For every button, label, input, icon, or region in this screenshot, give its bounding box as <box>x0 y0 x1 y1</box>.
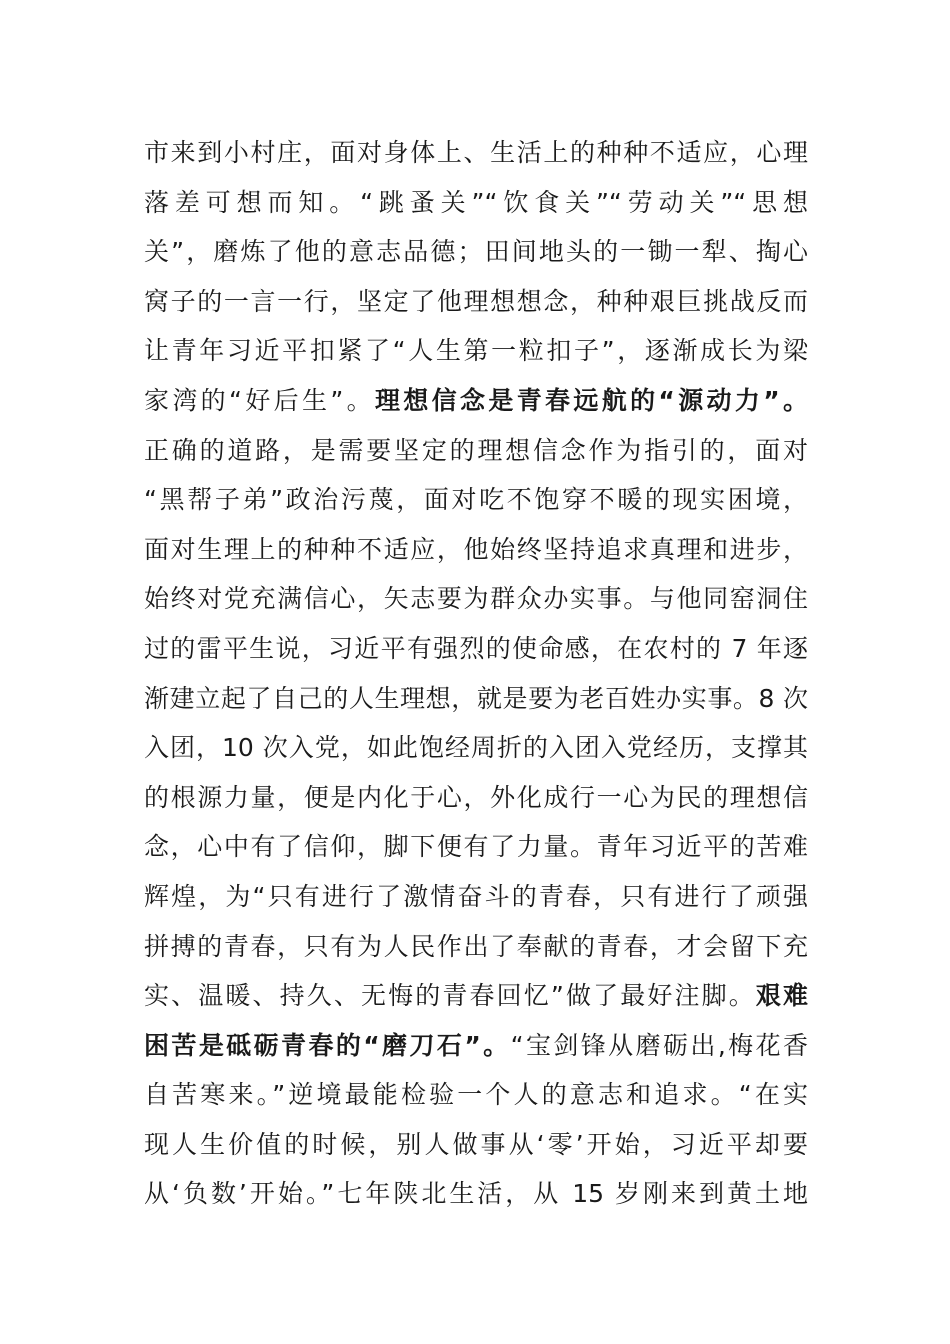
text-line <box>144 1120 808 1170</box>
text-segment: 始终对党充满信心，矢志要为群众办实事。与他同窑洞住 <box>144 584 808 614</box>
text-line <box>144 525 808 575</box>
text-segment: “黑帮子弟”政治污蔑，面对吃不饱穿不暖的现实困境， <box>144 485 808 515</box>
text-line <box>144 326 808 376</box>
text-segment: 辉煌，为“只有进行了激情奋斗的青春，只有进行了顽强 <box>144 881 808 911</box>
text-segment: 入团，10 次入党，如此饱经周折的入团入党经历，支撑其 <box>144 733 808 763</box>
text-segment: 关”，磨炼了他的意志品德；田间地头的一锄一犁、掏心 <box>144 237 808 267</box>
text-segment: 让青年习近平扣紧了“人生第一粒扣子”，逐渐成长为梁 <box>144 336 808 366</box>
text-segment: 从‘负数’开始。”七年陕北生活，从 15 岁刚来到黄土地 <box>144 1179 808 1209</box>
text-line <box>144 971 808 1021</box>
text-line <box>144 1169 808 1219</box>
text-line <box>144 1021 808 1071</box>
text-segment: 正确的道路，是需要坚定的理想信念作为指引的，面对 <box>144 435 808 465</box>
document-page <box>144 128 808 1219</box>
text-segment: 渐建立起了自己的人生理想，就是要为老百姓办实事。8 次 <box>144 683 808 713</box>
text-line <box>144 922 808 972</box>
text-line <box>144 574 808 624</box>
text-line <box>144 773 808 823</box>
text-line <box>144 1070 808 1120</box>
text-line <box>144 178 808 228</box>
text-segment: 过的雷平生说，习近平有强烈的使命感，在农村的 7 年逐 <box>144 633 808 663</box>
text-segment: 落差可想而知。“跳蚤关”“饮食关”“劳动关”“思想 <box>144 187 808 217</box>
text-segment: 现人生价值的时候，别人做事从‘零’开始，习近平却要 <box>144 1129 808 1159</box>
bold-text-segment: 困苦是砥砺青春的“磨刀石”。 <box>144 1030 511 1060</box>
text-line <box>144 624 808 674</box>
text-segment: “宝剑锋从磨砺出,梅花香 <box>510 1030 808 1060</box>
text-line <box>144 376 808 426</box>
text-line <box>144 822 808 872</box>
bold-text-segment: 艰难 <box>755 981 808 1011</box>
text-segment: 自苦寒来。”逆境最能检验一个人的意志和追求。“在实 <box>144 1080 808 1110</box>
text-segment: 家湾的“好后生”。 <box>144 385 375 415</box>
text-line <box>144 277 808 327</box>
text-line <box>144 426 808 476</box>
text-line <box>144 872 808 922</box>
text-segment: 窝子的一言一行，坚定了他理想想念，种种艰巨挑战反而 <box>144 286 808 316</box>
text-line <box>144 475 808 525</box>
text-segment: 实、温暖、持久、无悔的青春回忆”做了最好注脚。 <box>144 981 756 1011</box>
text-line <box>144 723 808 773</box>
text-segment: 市来到小村庄，面对身体上、生活上的种种不适应，心理 <box>144 138 808 167</box>
bold-text-segment: 理想信念是青春远航的“源动力”。 <box>375 385 808 415</box>
text-segment: 面对生理上的种种不适应，他始终坚持追求真理和进步， <box>144 534 808 564</box>
text-line <box>144 128 808 178</box>
text-segment: 念，心中有了信仰，脚下便有了力量。青年习近平的苦难 <box>144 832 808 862</box>
text-segment: 拼搏的青春，只有为人民作出了奉献的青春，才会留下充 <box>144 931 808 961</box>
text-segment: 的根源力量，便是内化于心，外化成行一心为民的理想信 <box>144 782 808 812</box>
text-line <box>144 227 808 277</box>
text-line <box>144 674 808 724</box>
